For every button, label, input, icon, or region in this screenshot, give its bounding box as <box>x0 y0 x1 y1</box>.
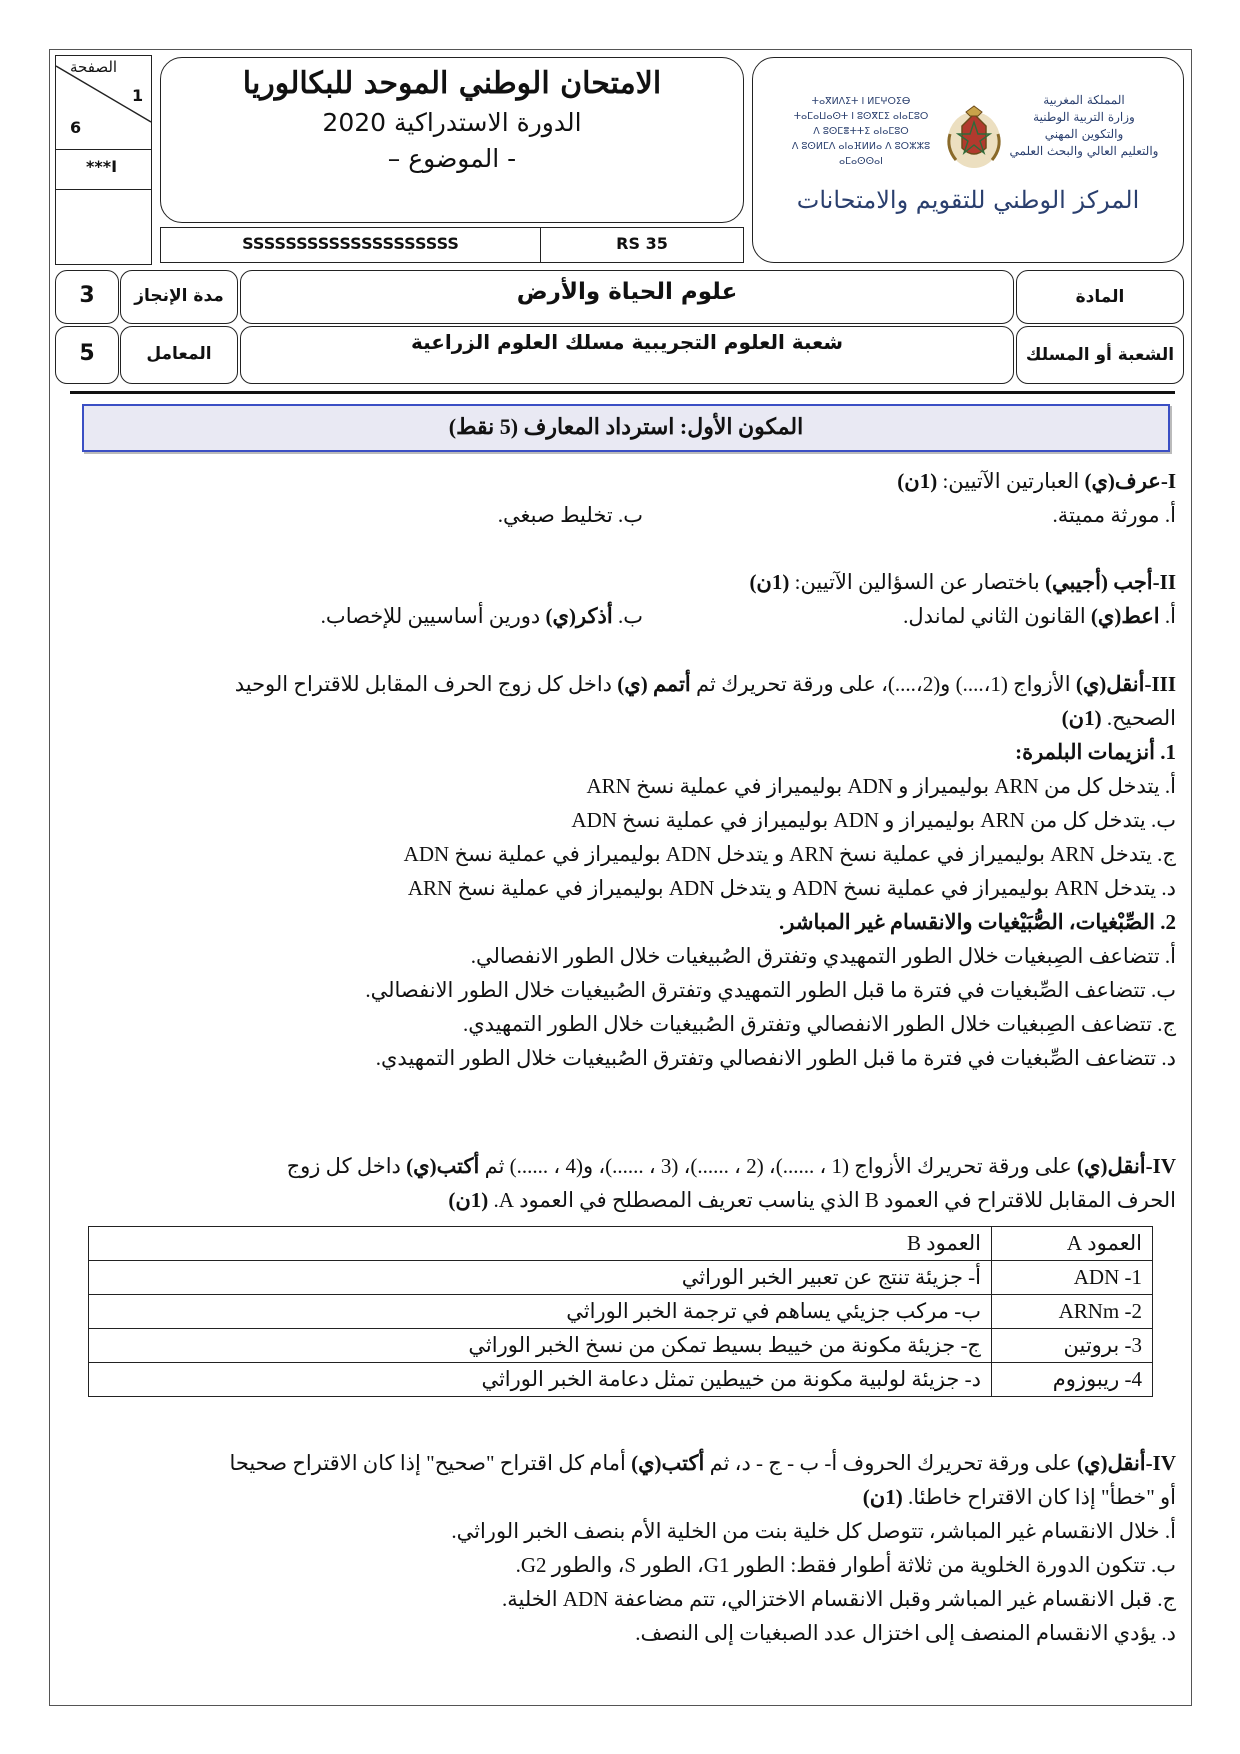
q4-text3: الحرف المقابل للاقتراح في العمود B الذي يناسب تعريف المصطلح في العمود A. <box>488 1188 1176 1212</box>
duration-value: 3 <box>79 283 95 308</box>
q4-points: (1ن) <box>448 1188 489 1212</box>
q4-statement-line1 <box>64 1150 1176 1183</box>
q3-text1: الأزواج (1،....) و(2،....)، على ورقة تحريرك ثم <box>690 672 1076 696</box>
ministry-line-2: وزارة التربية الوطنية <box>1033 110 1135 124</box>
code-box <box>540 227 744 263</box>
ministry-line-3: والتكوين المهني <box>1044 127 1124 141</box>
q3-points: (1ن) <box>1061 706 1102 730</box>
q2-b-verb: أذكر(ي) <box>545 604 613 628</box>
q4-text2: داخل كل زوج <box>286 1154 407 1178</box>
definition-cell: ج- جزيئة مكونة من خييط بسيط تمكن من نسخ الخبر الوراثي <box>89 1329 992 1363</box>
term-cell: 3- بروتين <box>992 1329 1153 1363</box>
definition-cell: د- جزيئة لولبية مكونة من خييطين تمثل دعامة الخبر الوراثي <box>89 1363 992 1397</box>
page-number-box <box>55 55 152 265</box>
q3-statement-line1 <box>64 668 1176 701</box>
subject-label: المادة <box>1075 287 1125 307</box>
q5-option: ج. قبل الانقسام غير المباشر وقبل الانقسام الاختزالي، تتم مضاعفة ADN الخلية. <box>501 1587 1176 1611</box>
q4-statement-line2 <box>64 1184 1176 1217</box>
q2-number: II- <box>1152 570 1176 594</box>
branch-box <box>240 326 1014 384</box>
q5-option: د. يؤدي الانقسام المنصف إلى اختزال عدد الصبغيات إلى النصف. <box>635 1621 1176 1645</box>
col-b-header: العمود B <box>89 1227 992 1261</box>
q5-statement-line2 <box>64 1481 1176 1514</box>
page-counter <box>56 56 151 150</box>
tifinagh-block <box>771 94 951 169</box>
q2-a-prefix: أ. <box>1159 604 1176 628</box>
table-row <box>89 1329 1153 1363</box>
q2-b-text: دورين أساسيين للإخصاب. <box>320 604 546 628</box>
q2-text: باختصار عن السؤالين الآتيين: <box>789 570 1045 594</box>
q3-item1-option: د. يتدخل ARN بوليميراز في عملية نسخ ADN و يتدخل ADN بوليميراز في عملية نسخ ARN <box>407 876 1176 900</box>
coef-value: 5 <box>79 341 95 366</box>
duration-label: مدة الإنجاز <box>134 286 224 306</box>
section-title-box <box>82 404 1170 452</box>
code-ref-box <box>160 227 541 263</box>
coat-of-arms-icon <box>944 104 1004 170</box>
duration-value-box <box>55 270 119 324</box>
q3-text2: داخل كل زوج الحرف المقابل للاقتراح الوحيد <box>234 672 618 696</box>
definition-cell: ب- مركب جزيئي يساهم في ترجمة الخبر الوراثي <box>89 1295 992 1329</box>
q4-text1: على ورقة تحريرك الأزواج (1 ، ......)، (2 ، ......)، (3 ، ......)، و(4 ، ......) ثم <box>479 1154 1078 1178</box>
branch-value: شعبة العلوم التجريبية مسلك العلوم الزراعية <box>410 330 844 354</box>
stars-cell <box>56 149 151 190</box>
q3-verb2: أتمم (ي) <box>617 672 691 696</box>
term-cell: 4- ريبوزوم <box>992 1363 1153 1397</box>
col-a-header: العمود A <box>992 1227 1153 1261</box>
ministry-line-4: والتعليم العالي والبحث العلمي <box>1009 144 1159 158</box>
subject-box <box>240 270 1014 324</box>
q1-verb: عرف(ي) <box>1084 469 1161 493</box>
tifinagh-line-1: ⵜⴰⴳⵍⴷⵉⵜ ⵏ ⵍⵎⵖⵔⵉⴱ <box>811 96 911 107</box>
q3-item2-title: 2. الصِّبْغيات، الصُّبَيْغيات والانقسام غير المباشر. <box>779 910 1176 934</box>
header-separator <box>70 391 1175 394</box>
subject-label-box <box>1016 270 1184 324</box>
q2-statement <box>64 566 1176 599</box>
definition-cell: أ- جزيئة تنتج عن تعبير الخبر الوراثي <box>89 1261 992 1295</box>
q3-item1-option: أ. يتدخل كل من ARN بوليميراز و ADN بوليميراز في عملية نسخ ARN <box>586 774 1176 798</box>
q1-b: ب. تخليط صبغي. <box>497 503 643 527</box>
tifinagh-line-2: ⵜⴰⵎⴰⵡⴰⵙⵜ ⵏ ⵓⵙⴳⵎⵉ ⴰⵏⴰⵎⵓⵔ <box>793 111 929 122</box>
page-total: 6 <box>70 118 82 137</box>
coef-label-box <box>120 326 238 384</box>
code-ref: SSSSSSSSSSSSSSSSSSSS <box>242 234 459 253</box>
ministry-line-1: المملكة المغربية <box>1043 93 1125 107</box>
q5-text3: أو "خطأ" إذا كان الاقتراح خاطئا. <box>902 1485 1176 1509</box>
q2-b-prefix: ب. <box>612 604 643 628</box>
q5-number: IV- <box>1145 1451 1176 1475</box>
session: الدورة الاستدراكية 2020 <box>322 108 582 137</box>
stars-text: ***I <box>86 157 118 176</box>
q4-verb1: أنقل(ي) <box>1077 1154 1146 1178</box>
table-row <box>89 1363 1153 1397</box>
section-title: المكون الأول: استرداد المعارف (5 نقط) <box>448 414 804 439</box>
q5-verb2: أكتب(ي) <box>631 1451 705 1475</box>
q3-item2-option: د. تتضاعف الصِّبغيات في فترة ما قبل الطور الانفصالي وتفترق الصُبيغيات خلال الطور التمهيدي. <box>375 1046 1176 1070</box>
q3-verb1: أنقل(ي) <box>1075 672 1145 696</box>
q5-statement-line1 <box>64 1447 1176 1480</box>
page-number: 1 <box>132 86 144 105</box>
ministry-block <box>999 92 1169 160</box>
q5-text2: أمام كل اقتراح "صحيح" إذا كان الاقتراح صحيحا <box>229 1451 632 1475</box>
exam-title-box <box>160 57 744 223</box>
subject-value: علوم الحياة والأرض <box>516 279 738 305</box>
document-type: - الموضوع – <box>387 144 517 173</box>
q2-verb: أجب (أجيبي) <box>1044 570 1153 594</box>
q4-verb2: أكتب(ي) <box>406 1154 480 1178</box>
q3-number: III- <box>1144 672 1176 696</box>
q2-a-text: القانون الثاني لماندل. <box>903 604 1091 628</box>
exam-title: الامتحان الوطني الموحد للبكالوريا <box>242 66 662 101</box>
term-cell: ARNm -2 <box>992 1295 1153 1329</box>
term-cell: ADN -1 <box>992 1261 1153 1295</box>
duration-label-box <box>120 270 238 324</box>
coef-label: المعامل <box>146 344 212 364</box>
q3-statement-line2 <box>64 702 1176 735</box>
table-header-row <box>89 1227 1153 1261</box>
q3-item1-option: ج. يتدخل ARN بوليميراز في عملية نسخ ARN و يتدخل ADN بوليميراز في عملية نسخ ADN <box>403 842 1176 866</box>
tifinagh-line-3: ⴷ ⵓⵙⵎⴻⵜⵜⵉ ⴰⵏⴰⵎⵓⵔ <box>813 126 909 137</box>
q2-b <box>321 600 643 633</box>
q3-item1-option: ب. يتدخل كل من ARN بوليميراز و ADN بوليميراز في عملية نسخ ADN <box>571 808 1176 832</box>
q3-item2-option: ب. تتضاعف الصِّبغيات في فترة ما قبل الطور التمهيدي وتفترق الصُبيغيات خلال الطور الانفصالي. <box>365 978 1176 1002</box>
q3-item1-title: 1. أنزيمات البلمرة: <box>1015 740 1176 764</box>
matching-table <box>88 1226 1153 1397</box>
center-name: المركز الوطني للتقويم والامتحانات <box>796 186 1140 214</box>
tifinagh-line-4: ⴷ ⵓⵙⵍⵎⴷ ⴰⵏⴰⴼⵍⵍⴰ ⴷ ⵓⵔⵣⵣⵓ ⴰⵎⴰⵙⵙⴰⵏ <box>791 141 931 167</box>
table-row <box>89 1261 1153 1295</box>
q2-a-verb: اعط(ي) <box>1090 604 1160 628</box>
q1-points: (1ن) <box>897 469 938 493</box>
q5-option: ب. تتكون الدورة الخلوية من ثلاثة أطوار فقط: الطور G1، الطور S، والطور G2. <box>515 1553 1176 1577</box>
page-label: الصفحة <box>70 58 118 76</box>
q5-points: (1ن) <box>862 1485 903 1509</box>
q3-item2-option: ج. تتضاعف الصِبغيات خلال الطور الانفصالي وتفترق الصُبيغيات خلال الطور التمهيدي. <box>462 1012 1176 1036</box>
q1-a: أ. مورثة مميتة. <box>1052 503 1176 527</box>
table-row <box>89 1295 1153 1329</box>
q1-text: العبارتين الآتيين: <box>937 469 1085 493</box>
q5-verb1: أنقل(ي) <box>1077 1451 1146 1475</box>
q3-item2-option: أ. تتضاعف الصِبغيات خلال الطور التمهيدي وتفترق الصُبيغيات خلال الطور الانفصالي. <box>470 944 1176 968</box>
q1-statement <box>64 465 1176 498</box>
branch-label: الشعبة أو المسلك <box>1025 345 1175 365</box>
q4-number: IV- <box>1145 1154 1176 1178</box>
q3-text3: الصحيح. <box>1101 706 1176 730</box>
exam-code: RS 35 <box>616 234 668 253</box>
q2-points: (1ن) <box>749 570 790 594</box>
coef-value-box <box>55 326 119 384</box>
q5-text1: على ورقة تحريرك الحروف أ- ب - ج - د، ثم <box>704 1451 1078 1475</box>
q5-option: أ. خلال الانقسام غير المباشر، تتوصل كل خلية بنت من الخلية الأم بنصف الخبر الوراثي. <box>451 1519 1176 1543</box>
branch-label-box <box>1016 326 1184 384</box>
q1-number: I- <box>1160 469 1176 493</box>
